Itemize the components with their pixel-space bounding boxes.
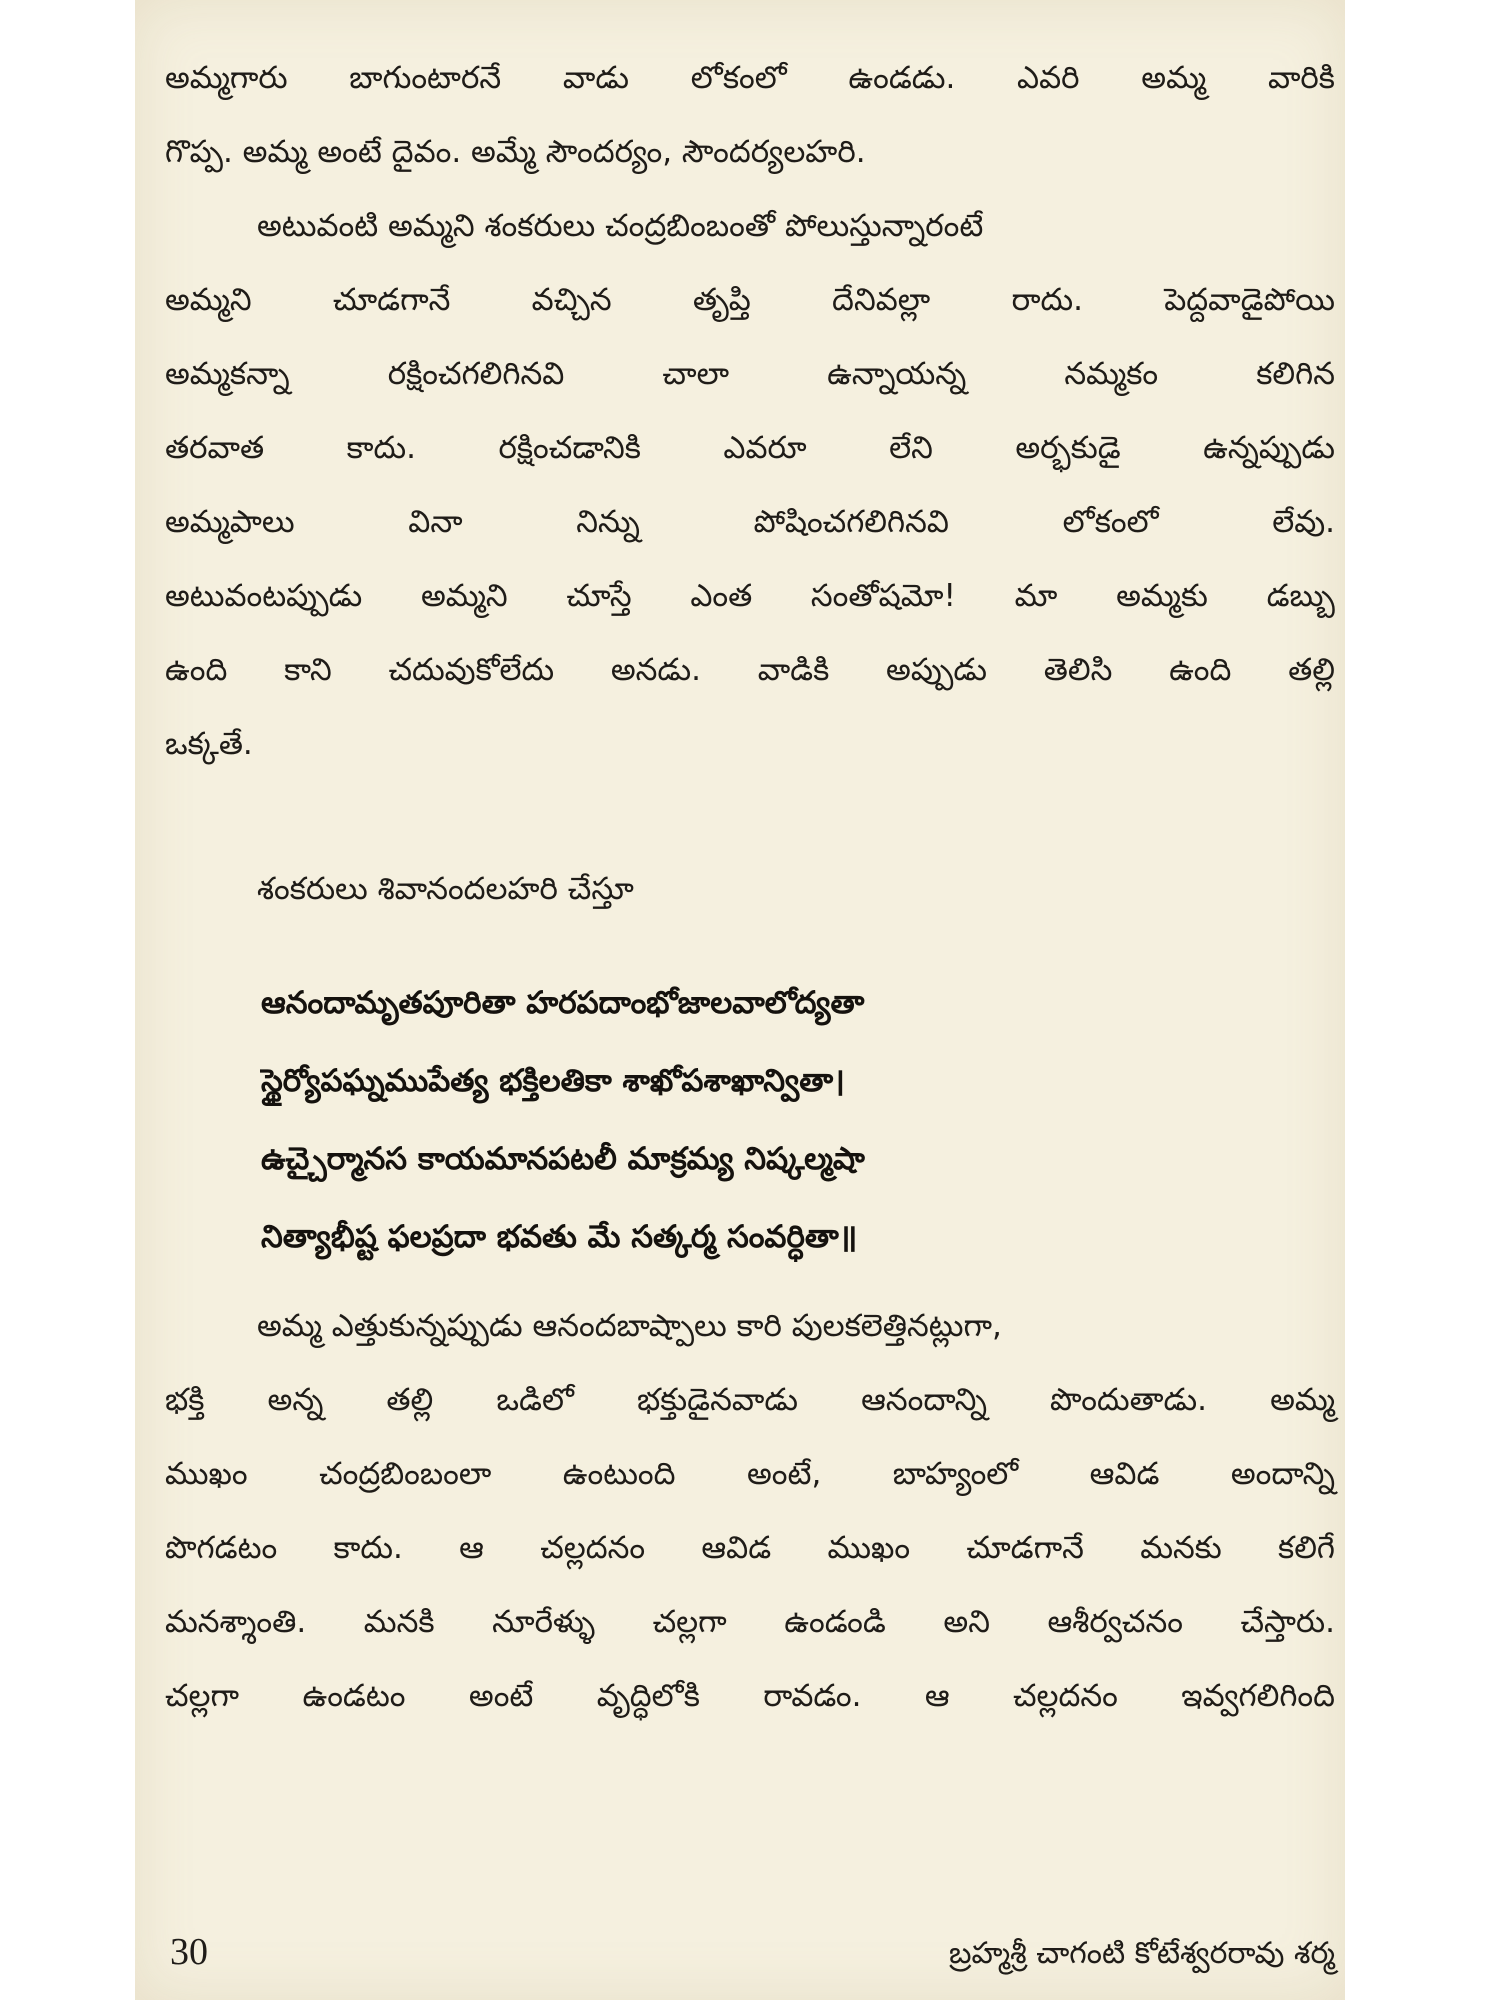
paragraph-line: ఉంది కాని చదువుకోలేదు అనడు. వాడికి అప్పుడు తెలిసి ఉంది తల్లి [165,652,1335,688]
paragraph-line: ముఖం చంద్రబింబంలా ఉంటుంది అంటే, బాహ్యంలో ఆవిడ అందాన్ని [165,1456,1335,1492]
paragraph-line: అమ్మకన్నా రక్షించగలిగినవి చాలా ఉన్నాయన్న నమ్మకం కలిగిన [165,356,1335,392]
verse-line: ఉచ్చైర్మానస కాయమానపటలీ మాక్రమ్య నిష్కల్మషా [261,1141,865,1177]
paragraph-line: గొప్ప. అమ్మ అంటే దైవం. అమ్మే సౌందర్యం, సౌందర్యలహరి. [165,134,866,170]
paragraph-line: అటువంటప్పుడు అమ్మని చూస్తే ఎంత సంతోషమో! మా అమ్మకు డబ్బు [165,578,1335,614]
paragraph-line: అటువంటి అమ్మని శంకరులు చంద్రబింబంతో పోలుస్తున్నారంటే [257,208,984,244]
verse-line: ఆనందామృతపూరితా హరపదాంభోజాలవాలోద్యతా [261,985,865,1021]
paragraph-line: చల్లగా ఉండటం అంటే వృద్ధిలోకి రావడం. ఆ చల్లదనం ఇవ్వగలిగింది [165,1678,1335,1714]
paragraph-line: అమ్మ ఎత్తుకున్నప్పుడు ఆనందబాష్పాలు కారి పులకలెత్తినట్లుగా, [257,1308,1002,1344]
paragraph-line: అమ్మని చూడగానే వచ్చిన తృప్తి దేనివల్లా రాదు. పెద్దవాడైపోయి [165,282,1335,318]
paragraph-line: ఒక్కతే. [165,726,253,762]
paragraph-line: భక్తి అన్న తల్లి ఒడిలో భక్తుడైనవాడు ఆనందాన్ని పొందుతాడు. అమ్మ [165,1382,1335,1418]
verse-line: నిత్యాభీష్ట ఫలప్రదా భవతు మే సత్కర్మ సంవర్ధితా॥ [261,1219,858,1255]
sanskrit-verse [261,964,865,1276]
paragraph-line: మనశ్శాంతి. మనకి నూరేళ్ళు చల్లగా ఉండండి అని ఆశీర్వచనం చేస్తారు. [165,1604,1335,1640]
paragraph-line: అమ్మపాలు వినా నిన్ను పోషించగలిగినవి లోకంలో లేవు. [165,504,1335,540]
paragraph-1 [165,41,1335,781]
paragraph-3 [165,1289,1335,1733]
paragraph-line: అమ్మగారు బాగుంటారనే వాడు లోకంలో ఉండడు. ఎవరి అమ్మ వారికి [165,60,1335,96]
running-footer-author: బ్రహ్మశ్రీ చాగంటి కోటేశ్వరరావు శర్మ [949,1936,1335,1971]
verse-line: స్థైర్యోపఘ్నముపేత్య భక్తిలతికా శాఖోపశాఖాన్వితా। [261,1063,845,1099]
verse-intro: శంకరులు శివానందలహరి చేస్తూ [257,871,634,907]
paragraph-line: పొగడటం కాదు. ఆ చల్లదనం ఆవిడ ముఖం చూడగానే మనకు కలిగే [165,1530,1335,1566]
paragraph-line: తరవాత కాదు. రక్షించడానికి ఎవరూ లేని అర్భకుడై ఉన్నప్పుడు [165,430,1335,466]
page-number: 30 [170,1931,208,1973]
